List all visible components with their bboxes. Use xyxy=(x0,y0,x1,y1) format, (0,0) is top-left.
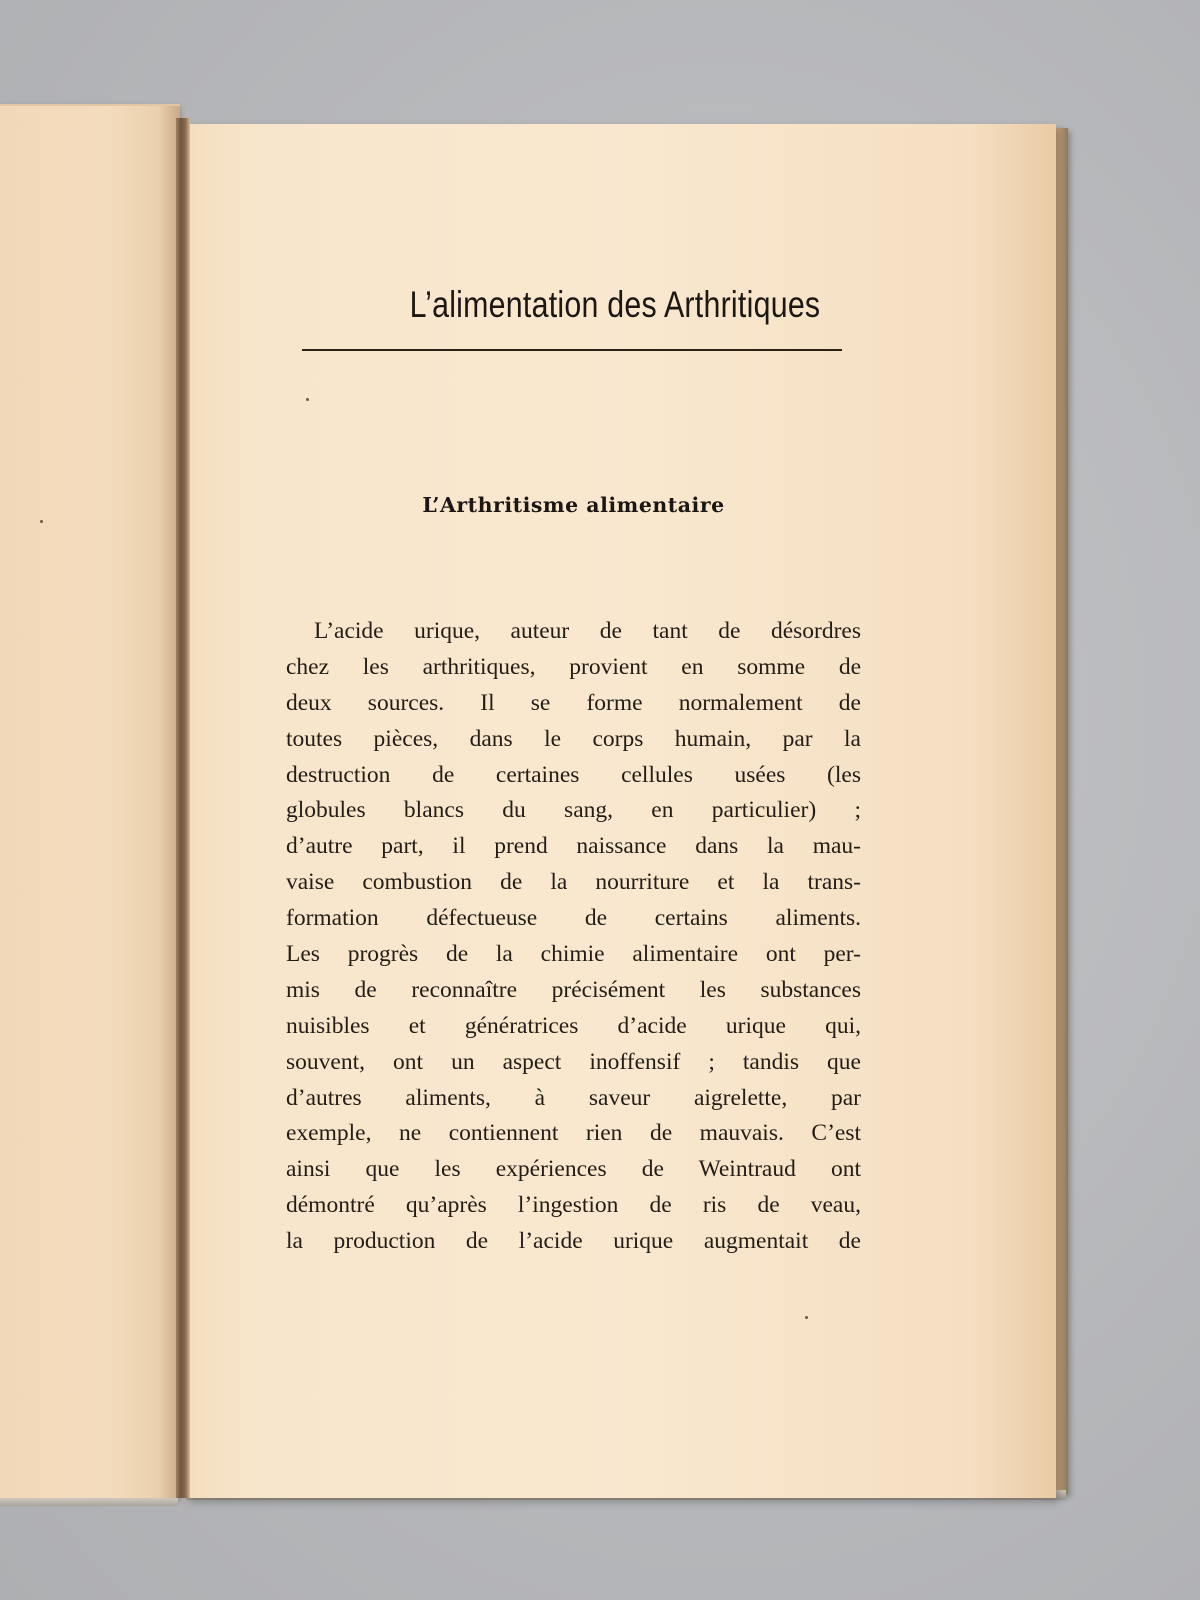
text-line: ainsi que les expériences de Weintraud ont xyxy=(286,1156,861,1183)
left-page xyxy=(0,104,180,1498)
text-line: toutes pièces, dans le corps humain, par la xyxy=(286,725,861,752)
text-line: d’autre part, il prend naissance dans la mau- xyxy=(286,833,861,860)
paper-speck xyxy=(805,1316,808,1319)
text-line: formation défectueuse de certains aliments. xyxy=(286,905,861,932)
text-line: d’autres aliments, à saveur aigrelette, par xyxy=(286,1084,861,1111)
left-page-edge xyxy=(0,1498,178,1506)
text-line: la production de l’acide urique augmentait de xyxy=(286,1228,861,1255)
text-line: globules blancs du sang, en particulier) ; xyxy=(286,797,861,824)
text-line: nuisibles et génératrices d’acide urique qui, xyxy=(286,1012,861,1039)
text-line: L’acide urique, auteur de tant de désordres xyxy=(314,618,861,644)
body-text xyxy=(286,614,861,1260)
page-content xyxy=(186,124,1056,1498)
text-line: vaise combustion de la nourriture et la trans- xyxy=(286,869,861,896)
title-rule xyxy=(302,349,842,351)
paper-speck xyxy=(306,398,309,401)
section-heading: L’Arthritisme alimentaire xyxy=(422,493,725,517)
text-line: deux sources. Il se forme normalement de xyxy=(286,689,861,716)
text-line: exemple, ne contiennent rien de mauvais. C’est xyxy=(286,1120,861,1147)
paper-speck xyxy=(40,520,43,523)
running-title: L’alimentation des Arthritiques xyxy=(409,284,821,325)
text-line: démontré qu’après l’ingestion de ris de veau, xyxy=(286,1192,861,1219)
text-line: chez les arthritiques, provient en somme de xyxy=(286,653,861,680)
text-line: mis de reconnaître précisément les substances xyxy=(286,976,861,1003)
text-line: Les progrès de la chimie alimentaire ont per- xyxy=(286,941,861,968)
text-line: souvent, ont un aspect inoffensif ; tandis que xyxy=(286,1048,861,1075)
text-line: destruction de certaines cellules usées (les xyxy=(286,761,861,788)
